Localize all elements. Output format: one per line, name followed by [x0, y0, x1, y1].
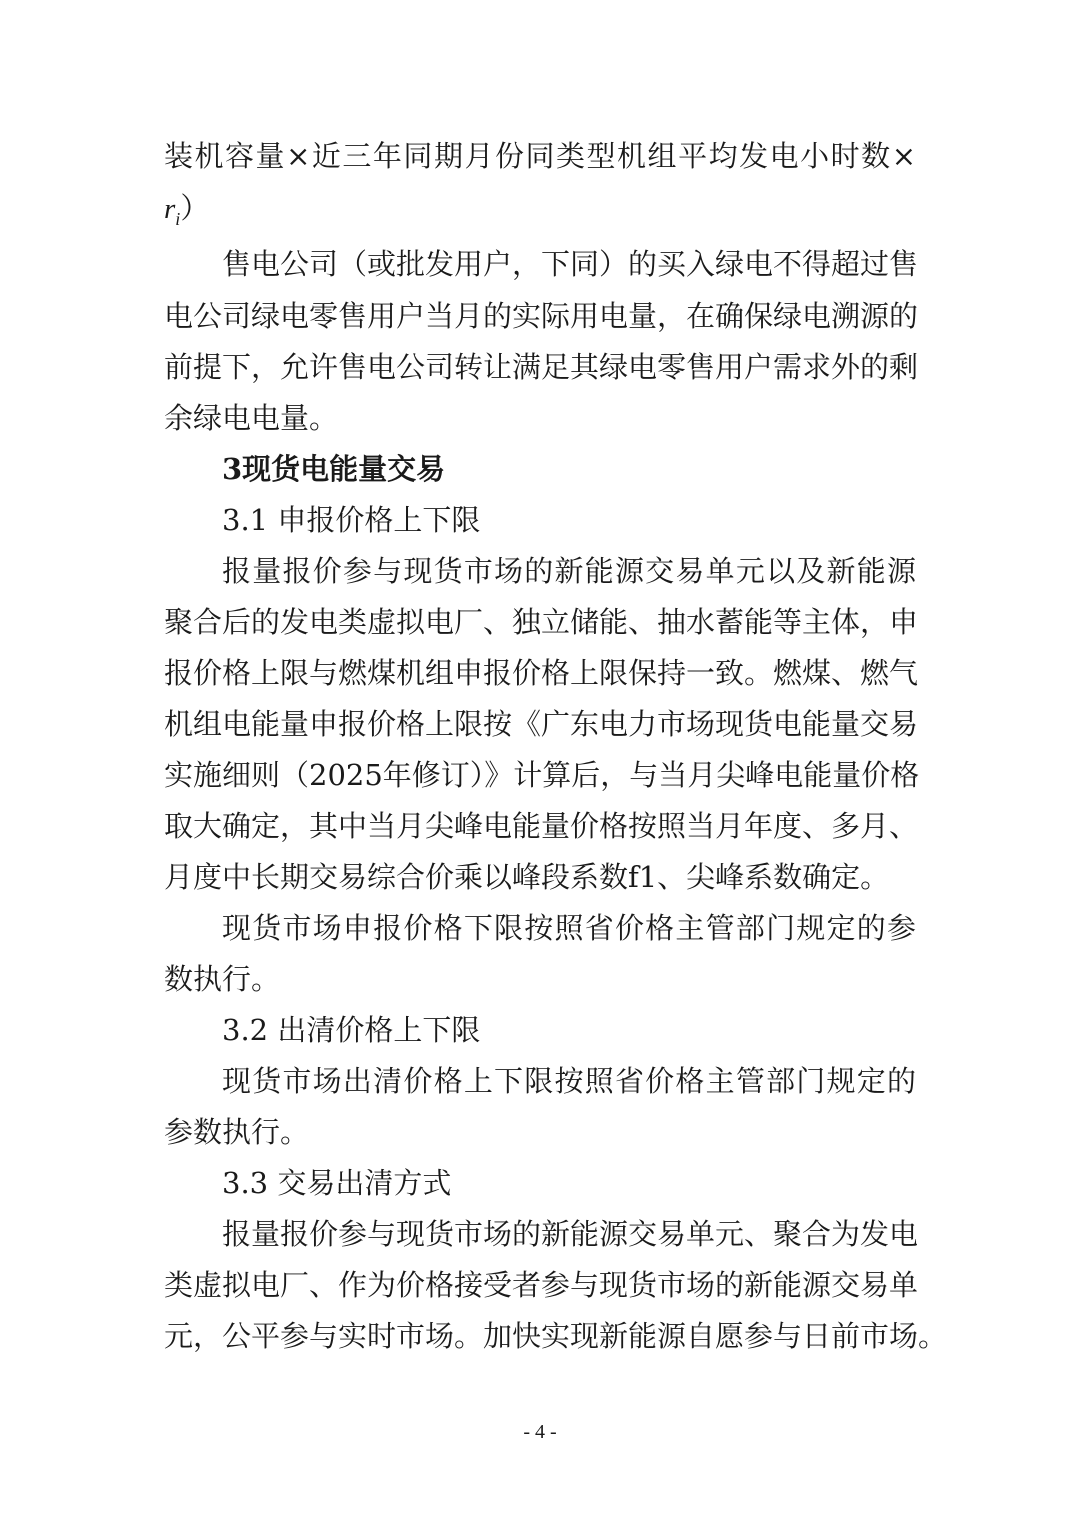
paragraph-line: 元，公平参与实时市场。加快实现新能源自愿参与日前市场。 [164, 1319, 948, 1353]
subsection-heading: 3.2 出清价格上下限 [222, 1013, 481, 1047]
paragraph-line: 报价格上限与燃煤机组申报价格上限保持一致。燃煤、燃气 [164, 656, 919, 690]
page-number: - 4 - [523, 1421, 557, 1443]
paragraph-line: 余绿电电量。 [164, 401, 339, 435]
paragraph-line: 机组电能量申报价格上限按《广东电力市场现货电能量交易 [164, 707, 919, 741]
formula-variable-line [164, 188, 916, 228]
subsection-heading: 3.1 申报价格上下限 [222, 503, 481, 537]
paragraph-line: 售电公司（或批发用户，下同）的买入绿电不得超过售 [222, 247, 919, 281]
paragraph-line: 报量报价参与现货市场的新能源交易单元、聚合为发电 [222, 1217, 919, 1251]
paragraph-line: 前提下，允许售电公司转让满足其绿电零售用户需求外的剩 [164, 350, 919, 384]
paragraph-line: 电公司绿电零售用户当月的实际用电量，在确保绿电溯源的 [164, 299, 919, 333]
paragraph-line: 现货市场出清价格上下限按照省价格主管部门规定的 [222, 1064, 916, 1098]
section-heading: 3现货电能量交易 [222, 452, 446, 486]
paragraph-line: 月度中长期交易综合价乘以峰段系数f1、尖峰系数确定。 [164, 860, 890, 894]
paragraph-line: 取大确定，其中当月尖峰电能量价格按照当月年度、多月、 [164, 809, 919, 843]
formula-line: 装机容量×近三年同期月份同类型机组平均发电小时数× [164, 139, 916, 173]
subsection-heading: 3.3 交易出清方式 [222, 1166, 452, 1200]
paragraph-line: 类虚拟电厂、作为价格接受者参与现货市场的新能源交易单 [164, 1268, 919, 1302]
paragraph-line: 参数执行。 [164, 1115, 310, 1149]
paragraph-line: 报量报价参与现货市场的新能源交易单元以及新能源 [222, 554, 916, 588]
paragraph-line: 聚合后的发电类虚拟电厂、独立储能、抽水蓄能等主体，申 [164, 605, 919, 639]
paragraph-line: 数执行。 [164, 962, 281, 996]
formula-subscript-i: i [175, 208, 181, 229]
paragraph-line: 实施细则（2025年修订）》计算后，与当月尖峰电能量价格 [164, 758, 920, 792]
formula-close-paren: ） [180, 191, 210, 225]
formula-variable-r: r [164, 193, 176, 225]
paragraph-line: 现货市场申报价格下限按照省价格主管部门规定的参 [222, 911, 916, 945]
